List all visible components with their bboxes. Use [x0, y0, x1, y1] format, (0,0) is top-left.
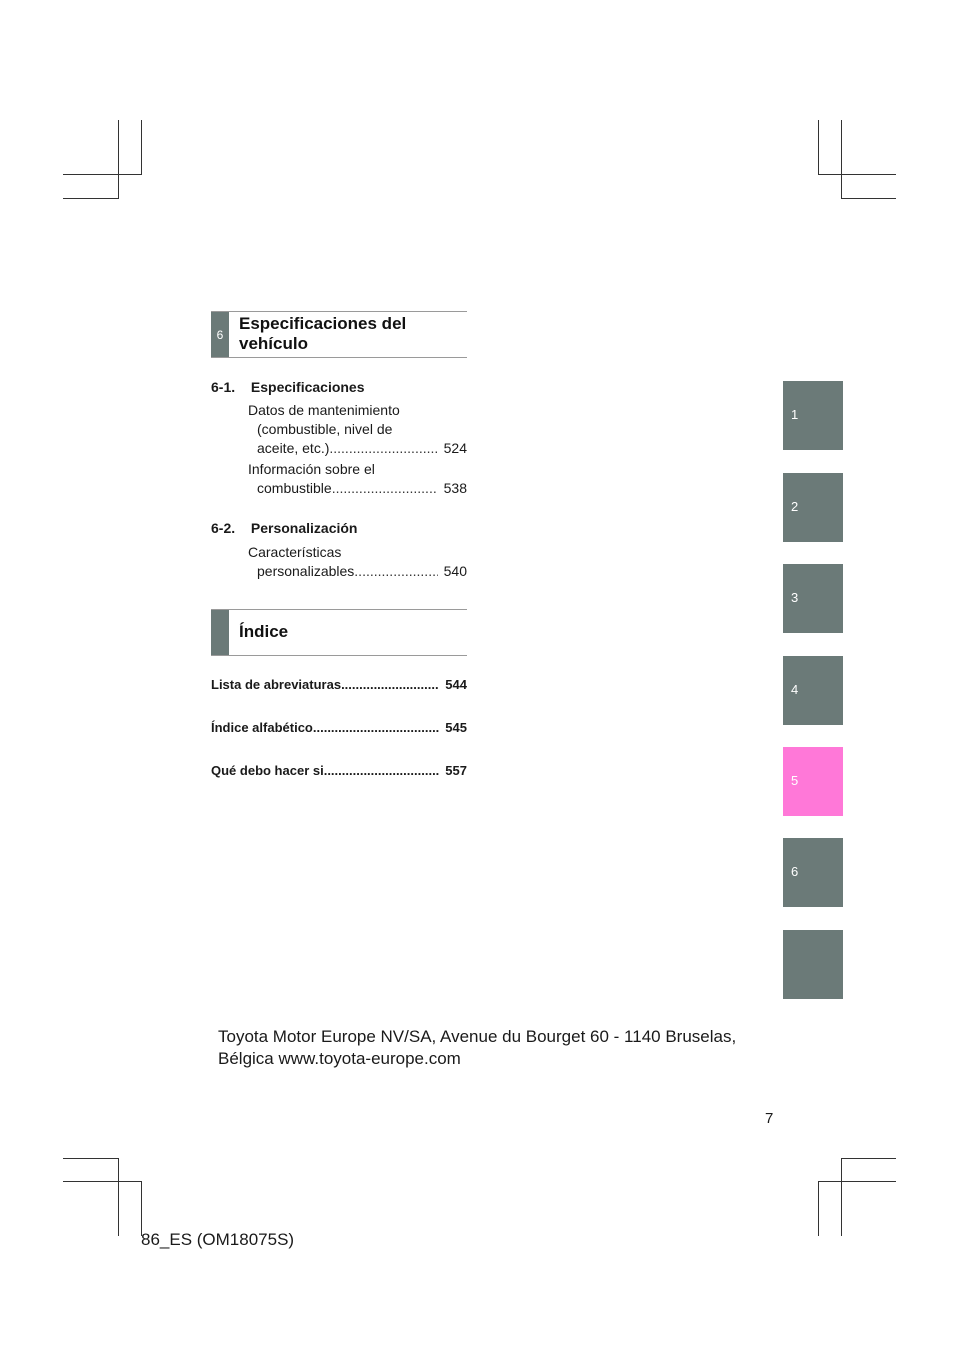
- index-entry[interactable]: [211, 720, 467, 735]
- publisher-address: Toyota Motor Europe NV/SA, Avenue du Bourget 60 - 1140 Bruselas, Bélgica www.toyota-europe.com: [218, 1027, 737, 1068]
- chapter-tab-index[interactable]: [783, 930, 843, 999]
- chapter-tab-3[interactable]: 3: [783, 564, 843, 633]
- subsection-title: Personalización: [250, 520, 358, 536]
- entry-text: Características: [248, 544, 342, 560]
- index-entry[interactable]: [211, 677, 467, 692]
- page-number: 538: [443, 480, 467, 496]
- entry-text: Lista de abreviaturas: [211, 677, 342, 692]
- crop-mark: [118, 1158, 119, 1236]
- leader-dots: [313, 720, 439, 735]
- leader-dots: [335, 763, 440, 778]
- leader-dots: [332, 479, 438, 498]
- crop-mark: [63, 1158, 119, 1159]
- crop-mark: [841, 1158, 896, 1159]
- crop-mark: [841, 198, 896, 199]
- entry-text: combustible: [257, 480, 332, 496]
- crop-mark: [841, 1158, 842, 1236]
- crop-mark: [141, 1181, 142, 1236]
- entry-text: (combustible, nivel de: [257, 421, 393, 437]
- crop-mark: [841, 120, 842, 198]
- subsection-heading[interactable]: [211, 520, 357, 536]
- page-number: 7: [765, 1110, 774, 1127]
- section-tab-number: 6: [211, 312, 229, 357]
- crop-mark: [818, 1181, 896, 1182]
- crop-mark: [818, 174, 896, 175]
- chapter-tab-2[interactable]: 2: [783, 473, 843, 542]
- subsection-number: 6-1.: [211, 379, 236, 395]
- entry-text: personalizables: [257, 563, 355, 579]
- subsection-heading[interactable]: [211, 379, 365, 395]
- section-tab-blank: [211, 610, 229, 655]
- page-number: 540: [443, 563, 467, 579]
- subsection-title: Especificaciones: [250, 379, 365, 395]
- section-title: Especificaciones del vehículo: [239, 314, 407, 353]
- leader-dots: [341, 677, 439, 692]
- toc-entry[interactable]: [248, 401, 467, 458]
- crop-mark: [63, 174, 141, 175]
- leader-dots: [354, 562, 437, 581]
- entry-text: Información sobre el: [248, 461, 375, 477]
- leader-dots: [329, 439, 437, 458]
- page-number: 545: [445, 720, 467, 735]
- entry-text: aceite, etc.): [257, 440, 330, 456]
- section-title: Índice: [239, 622, 289, 641]
- crop-mark: [818, 120, 819, 175]
- chapter-tab-4[interactable]: 4: [783, 656, 843, 725]
- index-entry[interactable]: [211, 763, 467, 778]
- chapter-tab-5[interactable]: 5: [783, 747, 843, 816]
- chapter-tab-1[interactable]: 1: [783, 381, 843, 450]
- section-header-6: [211, 311, 467, 358]
- crop-mark: [63, 1181, 141, 1182]
- chapter-tab-6[interactable]: 6: [783, 838, 843, 907]
- section-header-index: [211, 609, 467, 656]
- crop-mark: [118, 120, 119, 198]
- page-number: 557: [445, 763, 467, 778]
- crop-mark: [141, 120, 142, 175]
- toc-entry[interactable]: [248, 460, 467, 498]
- entry-text: Datos de mantenimiento: [248, 402, 400, 418]
- subsection-number: 6-2.: [211, 520, 236, 536]
- entry-text: Qué debo hacer si...: [211, 763, 335, 778]
- document-code: 86_ES (OM18075S): [141, 1230, 295, 1249]
- page-number: 524: [443, 440, 467, 456]
- entry-text: Índice alfabético: [211, 720, 313, 735]
- page-number: 544: [445, 677, 467, 692]
- crop-mark: [63, 198, 119, 199]
- toc-entry[interactable]: [248, 543, 467, 581]
- crop-mark: [818, 1181, 819, 1236]
